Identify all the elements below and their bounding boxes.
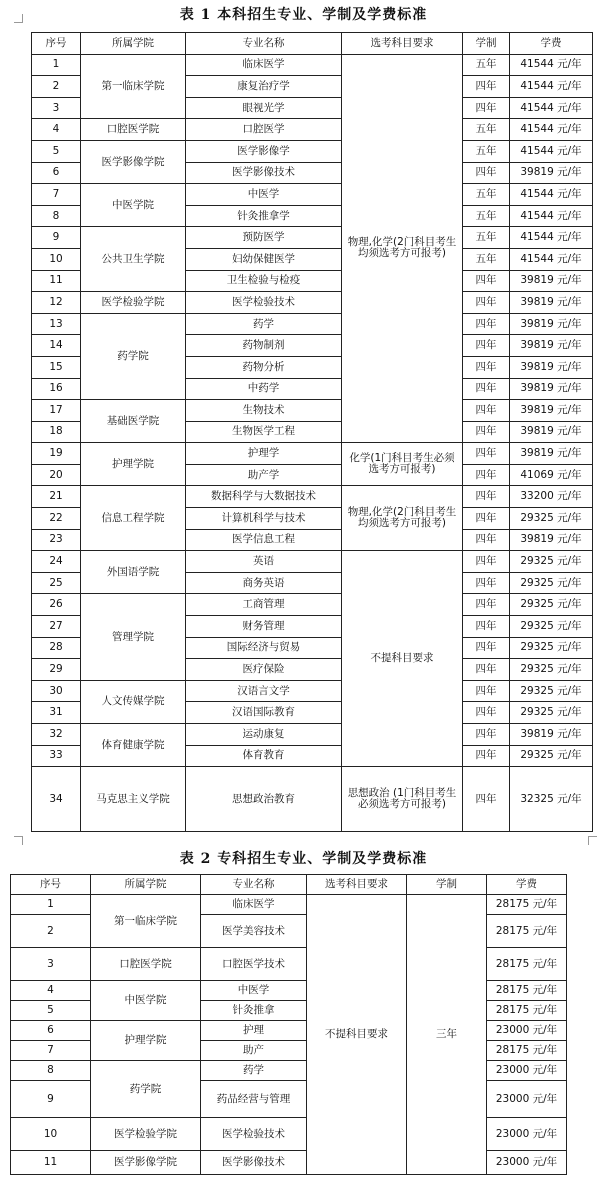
years-cell: 四年: [463, 659, 510, 681]
row-number: 26: [32, 594, 81, 616]
years-cell: 五年: [463, 205, 510, 227]
table-row: [11, 895, 567, 915]
major-cell: 生物医学工程: [186, 421, 342, 443]
fee-cell: 29325 元/年: [510, 572, 593, 594]
years-cell: 五年: [463, 227, 510, 249]
years-cell: 五年: [463, 248, 510, 270]
fee-cell: 23000 元/年: [487, 1061, 567, 1081]
fee-cell: 28175 元/年: [487, 1001, 567, 1021]
table-row: [32, 119, 593, 141]
years-cell: 四年: [463, 270, 510, 292]
college-cell: 信息工程学院: [81, 486, 186, 551]
years-cell: 四年: [463, 443, 510, 465]
years-cell: 四年: [463, 464, 510, 486]
row-number: 25: [32, 572, 81, 594]
row-number: 7: [32, 184, 81, 206]
major-cell: 药物分析: [186, 356, 342, 378]
major-cell: 助产: [201, 1041, 307, 1061]
college-cell: 中医学院: [81, 184, 186, 227]
major-cell: 药学: [201, 1061, 307, 1081]
fee-cell: 39819 元/年: [510, 313, 593, 335]
major-cell: 医学影像技术: [186, 162, 342, 184]
years-cell: 四年: [463, 594, 510, 616]
major-cell: 助产学: [186, 464, 342, 486]
major-cell: 生物技术: [186, 400, 342, 422]
years-cell: 四年: [463, 551, 510, 573]
major-cell: 工商管理: [186, 594, 342, 616]
major-cell: 财务管理: [186, 616, 342, 638]
row-number: 3: [32, 97, 81, 119]
major-cell: 国际经济与贸易: [186, 637, 342, 659]
row-number: 20: [32, 464, 81, 486]
fee-cell: 39819 元/年: [510, 378, 593, 400]
requirement-cell: 不提科目要求: [342, 551, 463, 767]
major-cell: 眼视光学: [186, 97, 342, 119]
fee-cell: 29325 元/年: [510, 594, 593, 616]
fee-cell: 32325 元/年: [510, 767, 593, 832]
header-cell: 专业名称: [201, 875, 307, 895]
years-cell: 四年: [463, 97, 510, 119]
major-cell: 卫生检验与检疫: [186, 270, 342, 292]
row-number: 1: [32, 54, 81, 76]
junior-college-table: [10, 874, 567, 1175]
row-number: 9: [32, 227, 81, 249]
major-cell: 口腔医学: [186, 119, 342, 141]
major-cell: 医学影像技术: [201, 1151, 307, 1175]
row-number: 23: [32, 529, 81, 551]
college-cell: 马克思主义学院: [81, 767, 186, 832]
fee-cell: 29325 元/年: [510, 637, 593, 659]
page-corner-mark: [14, 836, 23, 845]
college-cell: 中医学院: [91, 981, 201, 1021]
row-number: 22: [32, 508, 81, 530]
fee-cell: 29325 元/年: [510, 745, 593, 767]
fee-cell: 28175 元/年: [487, 948, 567, 981]
row-number: 33: [32, 745, 81, 767]
college-cell: 药学院: [81, 313, 186, 399]
major-cell: 临床医学: [201, 895, 307, 915]
row-number: 5: [11, 1001, 91, 1021]
fee-cell: 41544 元/年: [510, 54, 593, 76]
major-cell: 药学: [186, 313, 342, 335]
table-row: [32, 292, 593, 314]
major-cell: 数据科学与大数据技术: [186, 486, 342, 508]
row-number: 11: [32, 270, 81, 292]
major-cell: 中医学: [186, 184, 342, 206]
college-cell: 医学检验学院: [81, 292, 186, 314]
table-row: [32, 400, 593, 422]
requirement-cell: 不提科目要求: [307, 895, 407, 1175]
row-number: 9: [11, 1081, 91, 1118]
table-row: [32, 227, 593, 249]
header-cell: 专业名称: [186, 33, 342, 55]
fee-cell: 23000 元/年: [487, 1081, 567, 1118]
major-cell: 预防医学: [186, 227, 342, 249]
row-number: 31: [32, 702, 81, 724]
college-cell: 体育健康学院: [81, 724, 186, 767]
college-cell: 护理学院: [81, 443, 186, 486]
major-cell: 医学检验技术: [201, 1118, 307, 1151]
table-row: [32, 486, 593, 508]
row-number: 5: [32, 140, 81, 162]
header-cell: 学费: [487, 875, 567, 895]
row-number: 8: [32, 205, 81, 227]
years-cell: 四年: [463, 616, 510, 638]
table-row: [32, 443, 593, 465]
years-cell: 四年: [463, 767, 510, 832]
header-cell: 选考科目要求: [342, 33, 463, 55]
major-cell: 英语: [186, 551, 342, 573]
row-number: 8: [11, 1061, 91, 1081]
table1-title: 表 1 本科招生专业、学制及学费标准: [179, 7, 428, 23]
college-cell: 口腔医学院: [81, 119, 186, 141]
fee-cell: 23000 元/年: [487, 1021, 567, 1041]
row-number: 13: [32, 313, 81, 335]
row-number: 17: [32, 400, 81, 422]
major-cell: 中医学: [201, 981, 307, 1001]
row-number: 19: [32, 443, 81, 465]
header-cell: 学费: [510, 33, 593, 55]
years-cell: 四年: [463, 421, 510, 443]
years-cell: 四年: [463, 486, 510, 508]
college-cell: 基础医学院: [81, 400, 186, 443]
requirement-cell: 思想政治 (1门科目考生必须选考方可报考): [342, 767, 463, 832]
table-row: [32, 551, 593, 573]
fee-cell: 23000 元/年: [487, 1151, 567, 1175]
years-cell: 四年: [463, 637, 510, 659]
requirement-cell: 化学(1门科目考生必须选考方可报考): [342, 443, 463, 486]
row-number: 29: [32, 659, 81, 681]
fee-cell: 41544 元/年: [510, 184, 593, 206]
fee-cell: 39819 元/年: [510, 162, 593, 184]
row-number: 28: [32, 637, 81, 659]
fee-cell: 39819 元/年: [510, 443, 593, 465]
row-number: 3: [11, 948, 91, 981]
table-header-row: [32, 33, 593, 55]
fee-cell: 39819 元/年: [510, 335, 593, 357]
college-cell: 公共卫生学院: [81, 227, 186, 292]
row-number: 2: [11, 915, 91, 948]
major-cell: 商务英语: [186, 572, 342, 594]
fee-cell: 28175 元/年: [487, 895, 567, 915]
table-row: [32, 724, 593, 746]
major-cell: 医学检验技术: [186, 292, 342, 314]
row-number: 14: [32, 335, 81, 357]
major-cell: 护理学: [186, 443, 342, 465]
major-cell: 医疗保险: [186, 659, 342, 681]
fee-cell: 23000 元/年: [487, 1118, 567, 1151]
years-cell: 四年: [463, 335, 510, 357]
table-row: [32, 680, 593, 702]
row-number: 18: [32, 421, 81, 443]
college-cell: 护理学院: [91, 1021, 201, 1061]
years-cell: 四年: [463, 400, 510, 422]
table-row: [32, 313, 593, 335]
college-cell: 第一临床学院: [81, 54, 186, 119]
fee-cell: 41544 元/年: [510, 140, 593, 162]
row-number: 30: [32, 680, 81, 702]
fee-cell: 41544 元/年: [510, 119, 593, 141]
college-cell: 药学院: [91, 1061, 201, 1118]
years-cell: 四年: [463, 162, 510, 184]
major-cell: 体育教育: [186, 745, 342, 767]
years-cell: 四年: [463, 378, 510, 400]
row-number: 24: [32, 551, 81, 573]
row-number: 16: [32, 378, 81, 400]
row-number: 6: [32, 162, 81, 184]
row-number: 4: [11, 981, 91, 1001]
major-cell: 思想政治教育: [186, 767, 342, 832]
years-cell: 四年: [463, 680, 510, 702]
major-cell: 汉语言文学: [186, 680, 342, 702]
row-number: 10: [11, 1118, 91, 1151]
table-row: [32, 54, 593, 76]
fee-cell: 41544 元/年: [510, 248, 593, 270]
row-number: 6: [11, 1021, 91, 1041]
table-row: [32, 594, 593, 616]
major-cell: 针灸推拿: [201, 1001, 307, 1021]
major-cell: 药品经营与管理: [201, 1081, 307, 1118]
header-cell: 序号: [11, 875, 91, 895]
row-number: 4: [32, 119, 81, 141]
row-number: 27: [32, 616, 81, 638]
header-cell: 序号: [32, 33, 81, 55]
major-cell: 康复治疗学: [186, 76, 342, 98]
header-cell: 学制: [407, 875, 487, 895]
fee-cell: 28175 元/年: [487, 915, 567, 948]
requirement-cell: 物理,化学(2门科目考生均须选考方可报考): [342, 54, 463, 443]
undergraduate-table: [31, 32, 593, 832]
college-cell: 外国语学院: [81, 551, 186, 594]
fee-cell: 39819 元/年: [510, 421, 593, 443]
years-cell: 四年: [463, 313, 510, 335]
major-cell: 针灸推拿学: [186, 205, 342, 227]
college-cell: 管理学院: [81, 594, 186, 680]
college-cell: 第一临床学院: [91, 895, 201, 948]
table-row: [32, 184, 593, 206]
years-cell: 四年: [463, 292, 510, 314]
college-cell: 医学影像学院: [91, 1151, 201, 1175]
page-corner-mark: [588, 836, 597, 845]
years-cell: 四年: [463, 529, 510, 551]
fee-cell: 41544 元/年: [510, 227, 593, 249]
major-cell: 中药学: [186, 378, 342, 400]
major-cell: 医学美容技术: [201, 915, 307, 948]
years-cell: 四年: [463, 508, 510, 530]
major-cell: 计算机科学与技术: [186, 508, 342, 530]
table2-title: 表 2 专科招生专业、学制及学费标准: [179, 851, 428, 867]
fee-cell: 29325 元/年: [510, 551, 593, 573]
header-cell: 所属学院: [91, 875, 201, 895]
fee-cell: 41069 元/年: [510, 464, 593, 486]
years-cell: 五年: [463, 184, 510, 206]
fee-cell: 29325 元/年: [510, 702, 593, 724]
table-row: [32, 767, 593, 832]
fee-cell: 41544 元/年: [510, 205, 593, 227]
row-number: 21: [32, 486, 81, 508]
major-cell: 护理: [201, 1021, 307, 1041]
row-number: 1: [11, 895, 91, 915]
years-cell: 五年: [463, 54, 510, 76]
fee-cell: 39819 元/年: [510, 529, 593, 551]
fee-cell: 39819 元/年: [510, 400, 593, 422]
major-cell: 口腔医学技术: [201, 948, 307, 981]
college-cell: 人文传媒学院: [81, 680, 186, 723]
header-cell: 选考科目要求: [307, 875, 407, 895]
row-number: 7: [11, 1041, 91, 1061]
row-number: 32: [32, 724, 81, 746]
years-cell: 四年: [463, 572, 510, 594]
fee-cell: 41544 元/年: [510, 76, 593, 98]
fee-cell: 29325 元/年: [510, 508, 593, 530]
row-number: 10: [32, 248, 81, 270]
fee-cell: 29325 元/年: [510, 680, 593, 702]
fee-cell: 41544 元/年: [510, 97, 593, 119]
college-cell: 医学影像学院: [81, 140, 186, 183]
header-cell: 所属学院: [81, 33, 186, 55]
table-header-row: [11, 875, 567, 895]
row-number: 12: [32, 292, 81, 314]
fee-cell: 39819 元/年: [510, 292, 593, 314]
years-cell: 四年: [463, 724, 510, 746]
years-cell: 五年: [463, 140, 510, 162]
years-cell: 五年: [463, 119, 510, 141]
major-cell: 运动康复: [186, 724, 342, 746]
years-cell: 三年: [407, 895, 487, 1175]
years-cell: 四年: [463, 76, 510, 98]
row-number: 11: [11, 1151, 91, 1175]
row-number: 15: [32, 356, 81, 378]
college-cell: 口腔医学院: [91, 948, 201, 981]
fee-cell: 28175 元/年: [487, 1041, 567, 1061]
major-cell: 药物制剂: [186, 335, 342, 357]
fee-cell: 39819 元/年: [510, 270, 593, 292]
header-cell: 学制: [463, 33, 510, 55]
years-cell: 四年: [463, 745, 510, 767]
fee-cell: 28175 元/年: [487, 981, 567, 1001]
major-cell: 医学信息工程: [186, 529, 342, 551]
row-number: 2: [32, 76, 81, 98]
fee-cell: 33200 元/年: [510, 486, 593, 508]
college-cell: 医学检验学院: [91, 1118, 201, 1151]
row-number: 34: [32, 767, 81, 832]
fee-cell: 29325 元/年: [510, 659, 593, 681]
table-row: [32, 140, 593, 162]
major-cell: 医学影像学: [186, 140, 342, 162]
fee-cell: 39819 元/年: [510, 356, 593, 378]
requirement-cell: 物理,化学(2门科目考生均须选考方可报考): [342, 486, 463, 551]
fee-cell: 39819 元/年: [510, 724, 593, 746]
fee-cell: 29325 元/年: [510, 616, 593, 638]
major-cell: 汉语国际教育: [186, 702, 342, 724]
years-cell: 四年: [463, 702, 510, 724]
years-cell: 四年: [463, 356, 510, 378]
major-cell: 妇幼保健医学: [186, 248, 342, 270]
major-cell: 临床医学: [186, 54, 342, 76]
